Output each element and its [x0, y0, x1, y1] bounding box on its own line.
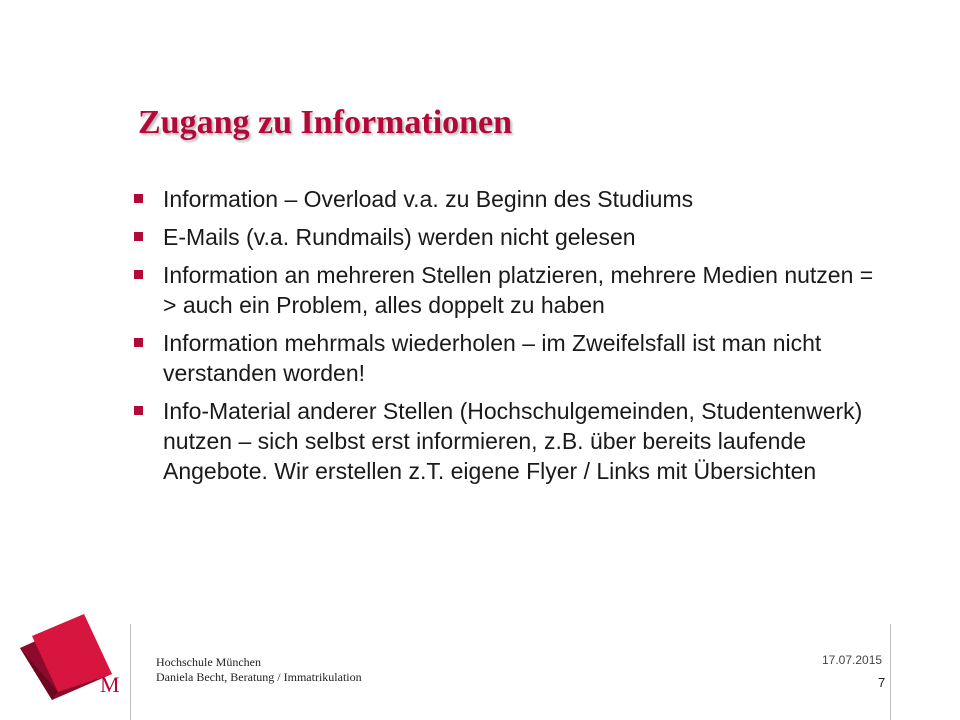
- logo-letter: M: [100, 672, 120, 697]
- slide-title: Zugang zu Informationen: [138, 104, 513, 141]
- bullet-text: Information an mehreren Stellen platzieren, mehrere Medien nutzen = > auch ein Problem, alles doppelt zu haben: [163, 262, 874, 318]
- square-bullet-icon: [134, 338, 143, 347]
- bullet-item: [132, 184, 892, 214]
- footer-date: 17.07.2015: [822, 653, 883, 667]
- square-bullet-icon: [134, 232, 143, 241]
- square-bullet-icon: [134, 270, 143, 279]
- bullet-item: [132, 260, 892, 320]
- footer-organization: Hochschule München: [156, 655, 261, 669]
- square-bullet-icon: [134, 194, 143, 203]
- bullet-text: Info-Material anderer Stellen (Hochschulgemeinden, Studentenwerk) nutzen – sich selbst erst informieren, z.B. über bereits laufende Angebote. Wir erstellen z.T. eigene Flyer / Links mit Übersichten: [163, 398, 863, 484]
- bullet-item: [132, 222, 892, 252]
- bullet-text: Information – Overload v.a. zu Beginn des Studiums: [163, 186, 694, 212]
- bullet-text: E-Mails (v.a. Rundmails) werden nicht gelesen: [163, 224, 636, 250]
- bullet-list: [132, 184, 892, 494]
- footer-divider-left: [130, 624, 131, 720]
- square-bullet-icon: [134, 406, 143, 415]
- hochschule-logo: [0, 596, 130, 706]
- bullet-item: [132, 328, 892, 388]
- footer-author: Daniela Becht, Beratung / Immatrikulation: [156, 670, 362, 684]
- page-number: 7: [878, 675, 886, 690]
- footer-divider-right: [890, 624, 891, 720]
- bullet-item: [132, 396, 892, 486]
- bullet-text: Information mehrmals wiederholen – im Zweifelsfall ist man nicht verstanden worden!: [163, 330, 822, 386]
